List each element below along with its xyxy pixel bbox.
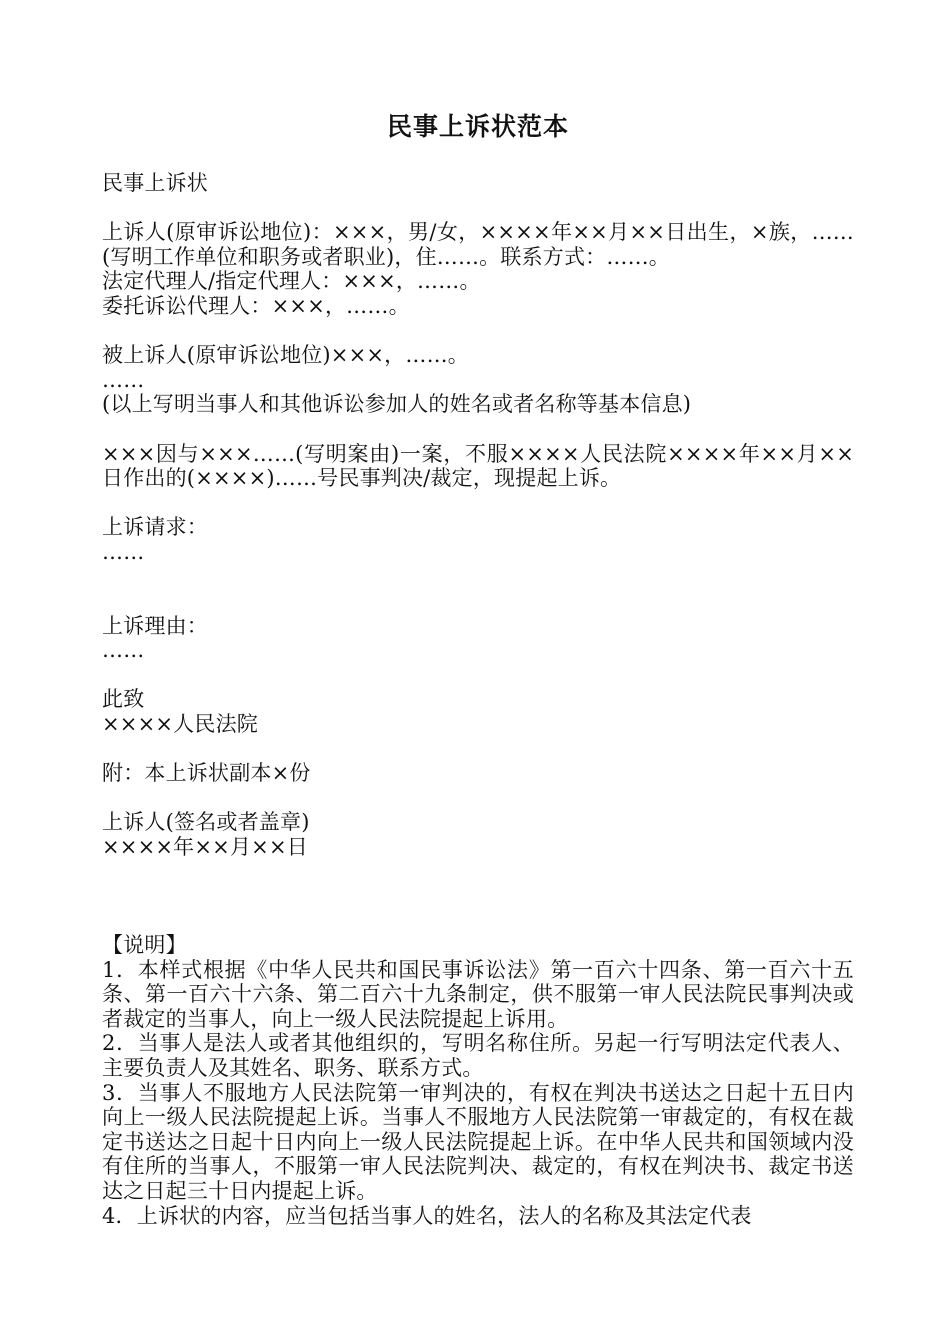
- document-title: 民事上诉状范本: [386, 112, 569, 141]
- appellee-info: 被上诉人(原审诉讼地位)×××，……。: [102, 343, 469, 368]
- requests-content: ……: [102, 539, 145, 564]
- note-item: 4．上诉状的内容，应当包括当事人的姓名，法人的名称及其法定代表: [102, 1203, 752, 1228]
- document-body: [102, 171, 854, 1228]
- attachment-line: 附：本上诉状副本×份: [102, 761, 311, 786]
- note-item: 2．当事人是法人或者其他组织的，写明名称住所。另起一行写明法定代表人、主要负责人及其姓名、职务、联系方式。: [102, 1031, 854, 1080]
- case-statement: ×××因与×××……(写明案由)一案，不服××××人民法院××××年××月××日作出的(××××)……号民事判决/裁定，现提起上诉。: [102, 441, 854, 491]
- parties-note: (以上写明当事人和其他诉讼参加人的姓名或者名称等基本信息): [102, 392, 692, 417]
- note-item: 3．当事人不服地方人民法院第一审判决的，有权在判决书送达之日起十五日内向上一级人民法院提起上诉。当事人不服地方人民法院第一审裁定的，有权在裁定书送达之日起十日内向上一级人民法院提起上诉。在中华人民共和国领域内没有住所的当事人，不服第一审人民法院判决、裁定的，有权在判决书、裁定书送达之日起三十日内提起上诉。: [102, 1080, 854, 1203]
- court-name: ××××人民法院: [102, 711, 258, 736]
- note-item: 1．本样式根据《中华人民共和国民事诉讼法》第一百六十四条、第一百六十五条、第一百六十六条、第二百六十九条制定，供不服第一审人民法院民事判决或者裁定的当事人，向上一级人民法院提起上诉用。: [102, 957, 854, 1031]
- entrusted-agent: 委托诉讼代理人：×××，……。: [102, 293, 410, 318]
- salutation: 此致: [102, 687, 145, 712]
- date-line: ××××年××月××日: [102, 834, 308, 859]
- document-heading: 民事上诉状: [102, 171, 208, 195]
- reasons-content: ……: [102, 638, 145, 663]
- appellee-more: ……: [102, 367, 145, 392]
- notes-header: 【说明】: [102, 933, 187, 958]
- legal-representative: 法定代理人/指定代理人：×××，……。: [102, 269, 481, 294]
- reasons-label: 上诉理由：: [102, 613, 208, 638]
- appellant-info: 上诉人(原审诉讼地位)：×××，男/女，××××年××月××日出生，×族，……(写明工作单位和职务或者职业)，住……。联系方式：……。: [102, 220, 854, 269]
- requests-label: 上诉请求：: [102, 515, 208, 540]
- signature-line: 上诉人(签名或者盖章): [102, 810, 310, 835]
- document-page: [102, 0, 854, 1344]
